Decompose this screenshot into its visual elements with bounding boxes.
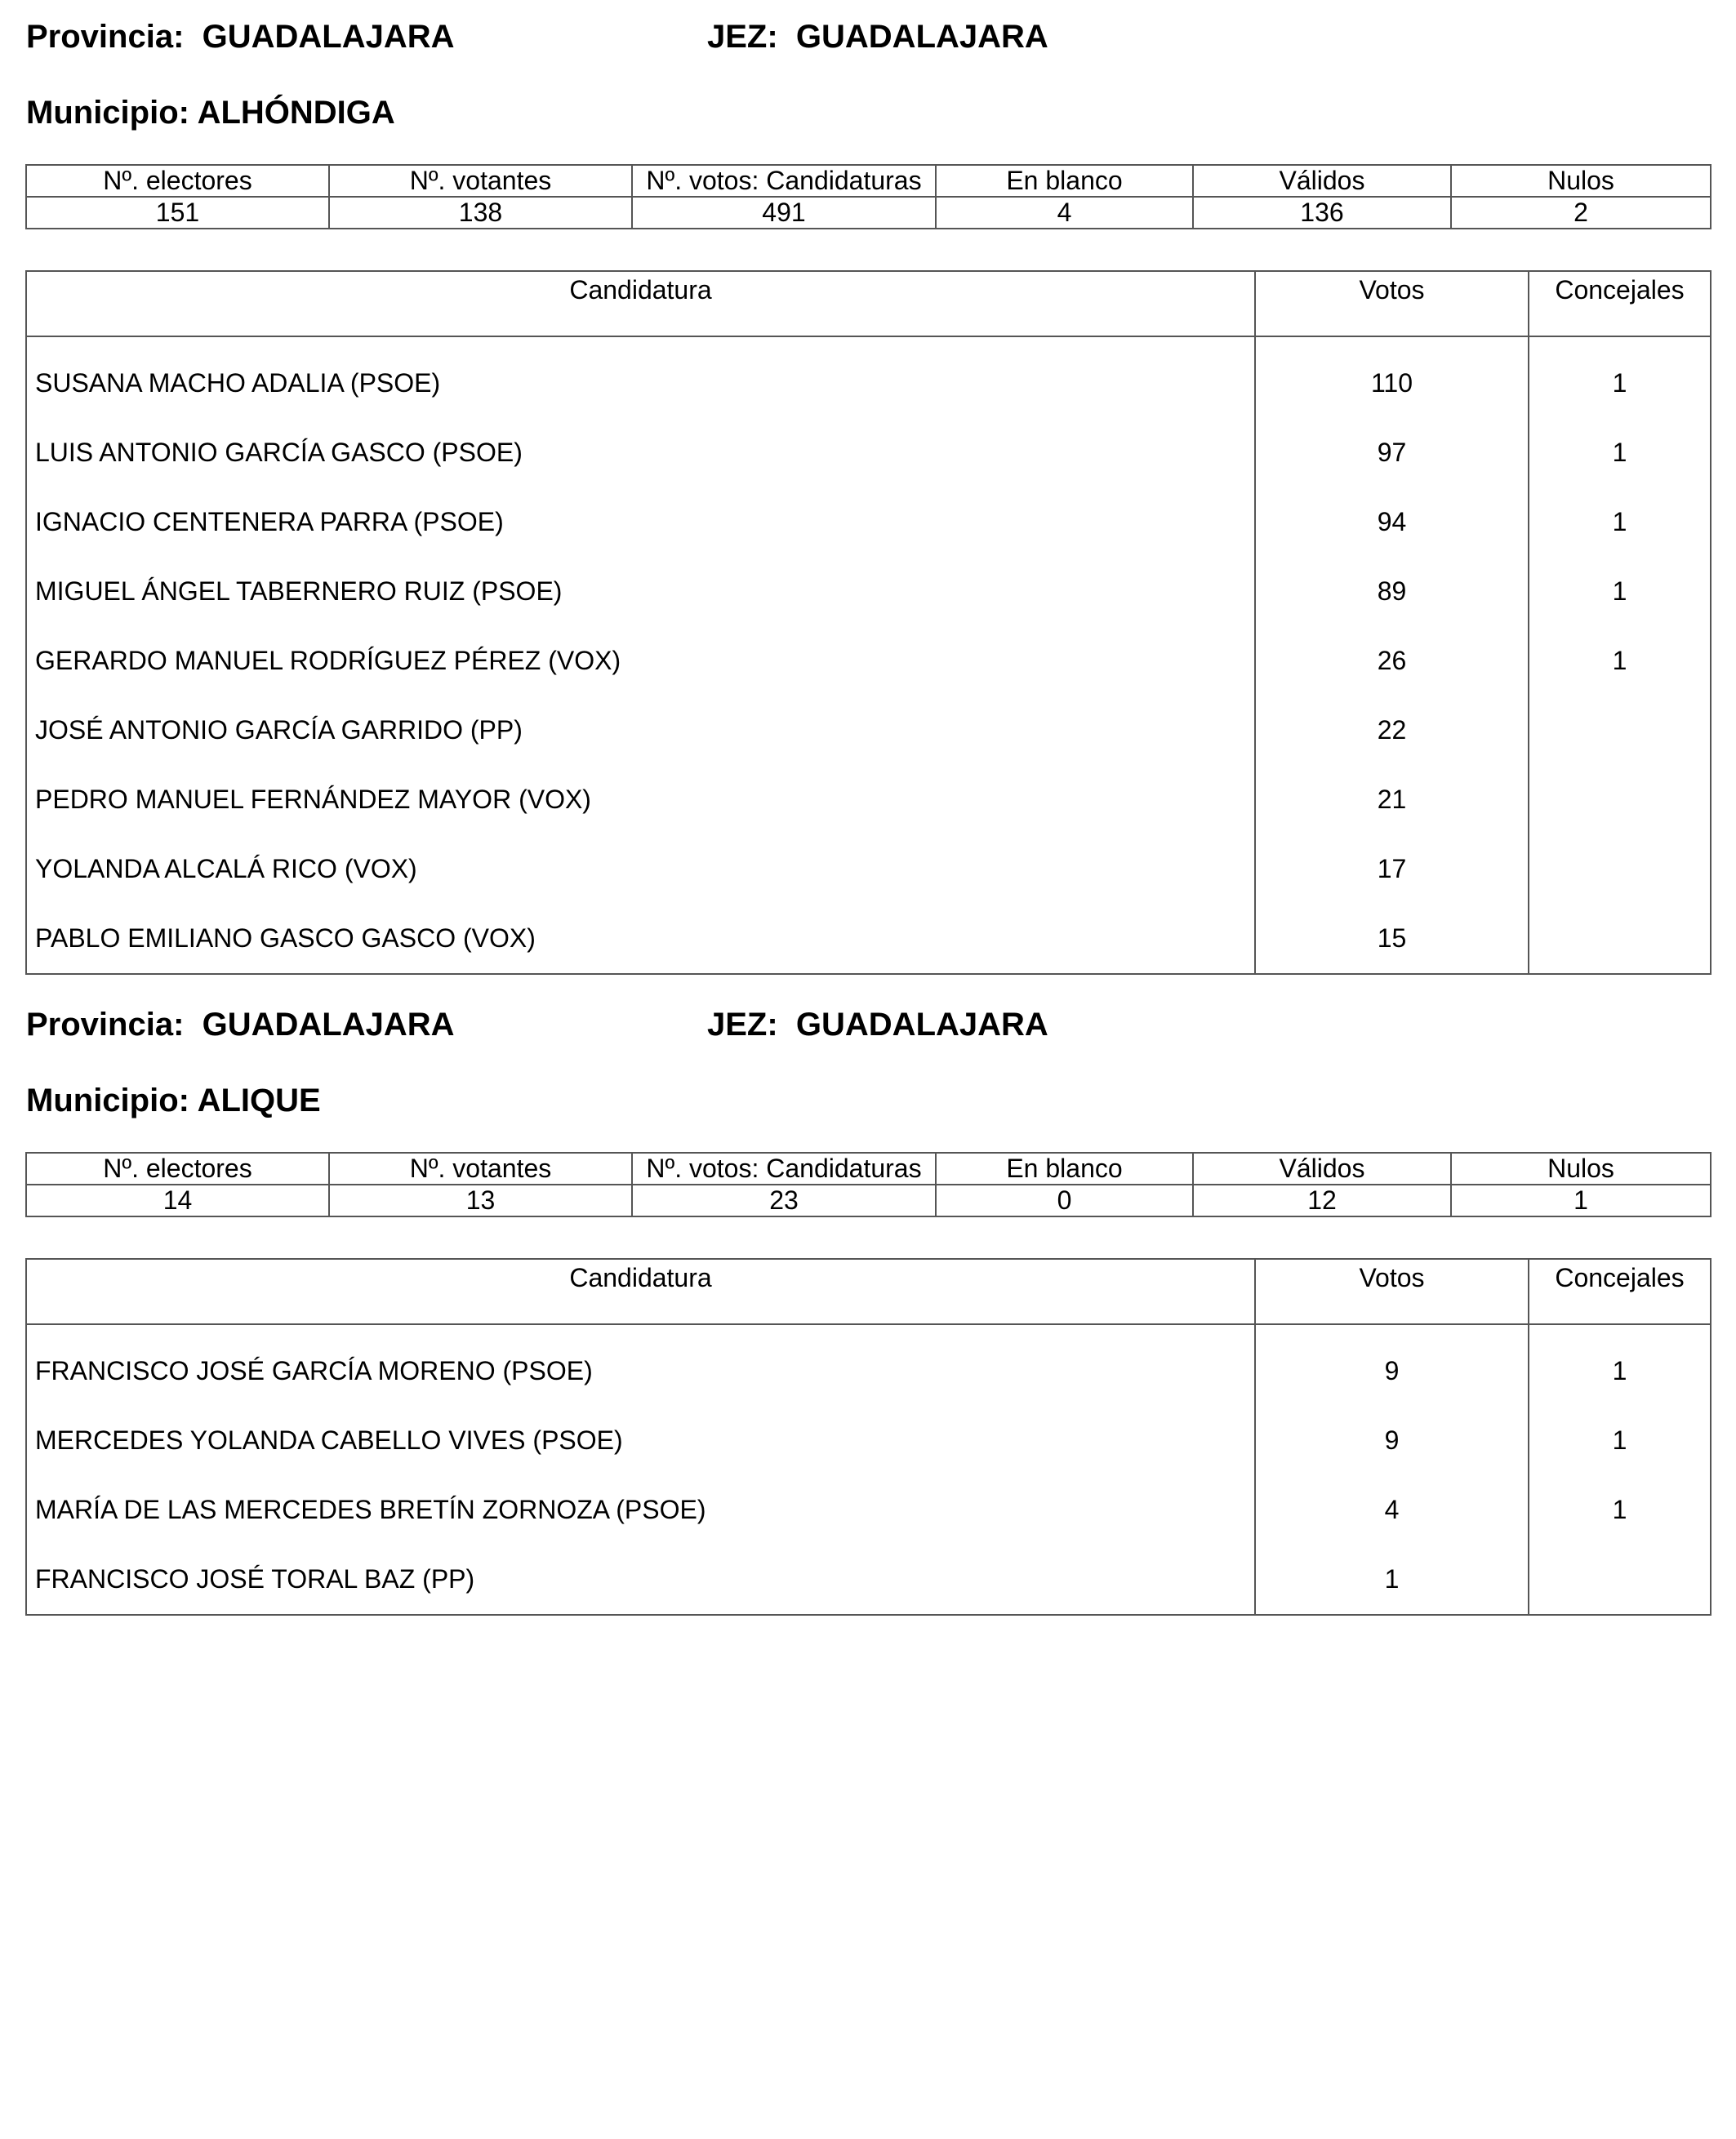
candidate-seats: 1	[1529, 1475, 1711, 1545]
votos-candidaturas-header: Nº. votos: Candidaturas	[632, 165, 936, 197]
candidate-seats	[1529, 696, 1711, 765]
provincia-heading: Provincia: GUADALAJARA	[26, 19, 455, 55]
candidate-seats: 1	[1529, 1406, 1711, 1475]
votos-candidaturas-header: Nº. votos: Candidaturas	[632, 1153, 936, 1185]
candidate-name: MERCEDES YOLANDA CABELLO VIVES (PSOE)	[26, 1406, 1255, 1475]
candidate-row	[26, 834, 1711, 904]
votos-candidaturas-value: 23	[632, 1185, 936, 1216]
candidate-row	[26, 336, 1711, 418]
summary-table	[25, 1152, 1712, 1217]
electores-header: Nº. electores	[26, 165, 329, 197]
provincia-heading: Provincia: GUADALAJARA	[26, 1007, 455, 1043]
candidate-row	[26, 765, 1711, 834]
candidate-seats: 1	[1529, 336, 1711, 418]
candidate-name: JOSÉ ANTONIO GARCÍA GARRIDO (PP)	[26, 696, 1255, 765]
validos-header: Válidos	[1193, 1153, 1451, 1185]
candidate-name: LUIS ANTONIO GARCÍA GASCO (PSOE)	[26, 418, 1255, 487]
candidate-row	[26, 487, 1711, 557]
candidates-header-row	[26, 271, 1711, 336]
validos-header: Válidos	[1193, 165, 1451, 197]
concejales-header: Concejales	[1529, 271, 1711, 336]
votos-header: Votos	[1255, 271, 1529, 336]
electores-value: 151	[26, 197, 329, 229]
validos-value: 136	[1193, 197, 1451, 229]
candidate-votes: 17	[1255, 834, 1529, 904]
candidate-seats	[1529, 834, 1711, 904]
candidates-table	[25, 1258, 1712, 1616]
candidate-row	[26, 904, 1711, 974]
nulos-value: 2	[1451, 197, 1711, 229]
votos-header: Votos	[1255, 1259, 1529, 1324]
candidate-votes: 22	[1255, 696, 1529, 765]
municipality-section-alique	[0, 988, 1736, 1976]
candidate-row	[26, 557, 1711, 626]
candidate-name: IGNACIO CENTENERA PARRA (PSOE)	[26, 487, 1255, 557]
candidate-votes: 9	[1255, 1406, 1529, 1475]
candidate-seats	[1529, 1545, 1711, 1615]
candidatura-header: Candidatura	[26, 1259, 1255, 1324]
candidate-votes: 26	[1255, 626, 1529, 696]
candidate-votes: 9	[1255, 1324, 1529, 1406]
municipality-section-alhondiga	[0, 0, 1736, 988]
candidate-votes: 4	[1255, 1475, 1529, 1545]
candidate-name: MARÍA DE LAS MERCEDES BRETÍN ZORNOZA (PSOE)	[26, 1475, 1255, 1545]
candidates-table	[25, 270, 1712, 975]
candidate-name: FRANCISCO JOSÉ TORAL BAZ (PP)	[26, 1545, 1255, 1615]
en-blanco-value: 0	[936, 1185, 1193, 1216]
candidate-row	[26, 418, 1711, 487]
candidate-votes: 97	[1255, 418, 1529, 487]
municipio-heading: Municipio: ALHÓNDIGA	[26, 95, 395, 131]
jez-heading: JEZ: GUADALAJARA	[707, 1007, 1048, 1043]
candidate-seats	[1529, 904, 1711, 974]
candidate-votes: 1	[1255, 1545, 1529, 1615]
votantes-header: Nº. votantes	[329, 1153, 632, 1185]
summary-header-row	[26, 1153, 1711, 1185]
nulos-header: Nulos	[1451, 1153, 1711, 1185]
votantes-header: Nº. votantes	[329, 165, 632, 197]
candidate-votes: 21	[1255, 765, 1529, 834]
votos-candidaturas-value: 491	[632, 197, 936, 229]
nulos-value: 1	[1451, 1185, 1711, 1216]
electores-header: Nº. electores	[26, 1153, 329, 1185]
candidate-seats: 1	[1529, 418, 1711, 487]
candidate-row	[26, 1475, 1711, 1545]
votantes-value: 13	[329, 1185, 632, 1216]
candidate-name: FRANCISCO JOSÉ GARCÍA MORENO (PSOE)	[26, 1324, 1255, 1406]
candidate-votes: 110	[1255, 336, 1529, 418]
summary-value-row	[26, 1185, 1711, 1216]
candidate-seats: 1	[1529, 626, 1711, 696]
candidate-name: SUSANA MACHO ADALIA (PSOE)	[26, 336, 1255, 418]
candidate-seats: 1	[1529, 557, 1711, 626]
candidate-row	[26, 626, 1711, 696]
candidate-seats: 1	[1529, 487, 1711, 557]
candidate-name: PEDRO MANUEL FERNÁNDEZ MAYOR (VOX)	[26, 765, 1255, 834]
en-blanco-header: En blanco	[936, 165, 1193, 197]
candidate-name: PABLO EMILIANO GASCO GASCO (VOX)	[26, 904, 1255, 974]
summary-value-row	[26, 197, 1711, 229]
candidate-votes: 94	[1255, 487, 1529, 557]
en-blanco-value: 4	[936, 197, 1193, 229]
candidate-seats: 1	[1529, 1324, 1711, 1406]
municipio-heading: Municipio: ALIQUE	[26, 1083, 321, 1118]
validos-value: 12	[1193, 1185, 1451, 1216]
summary-table	[25, 164, 1712, 229]
candidatura-header: Candidatura	[26, 271, 1255, 336]
candidate-votes: 89	[1255, 557, 1529, 626]
votantes-value: 138	[329, 197, 632, 229]
summary-header-row	[26, 165, 1711, 197]
candidate-name: MIGUEL ÁNGEL TABERNERO RUIZ (PSOE)	[26, 557, 1255, 626]
candidate-row	[26, 1545, 1711, 1615]
candidate-votes: 15	[1255, 904, 1529, 974]
concejales-header: Concejales	[1529, 1259, 1711, 1324]
nulos-header: Nulos	[1451, 165, 1711, 197]
candidate-name: GERARDO MANUEL RODRÍGUEZ PÉREZ (VOX)	[26, 626, 1255, 696]
candidates-header-row	[26, 1259, 1711, 1324]
candidate-seats	[1529, 765, 1711, 834]
candidate-row	[26, 1324, 1711, 1406]
electores-value: 14	[26, 1185, 329, 1216]
candidate-row	[26, 1406, 1711, 1475]
jez-heading: JEZ: GUADALAJARA	[707, 19, 1048, 55]
candidate-row	[26, 696, 1711, 765]
en-blanco-header: En blanco	[936, 1153, 1193, 1185]
candidate-name: YOLANDA ALCALÁ RICO (VOX)	[26, 834, 1255, 904]
